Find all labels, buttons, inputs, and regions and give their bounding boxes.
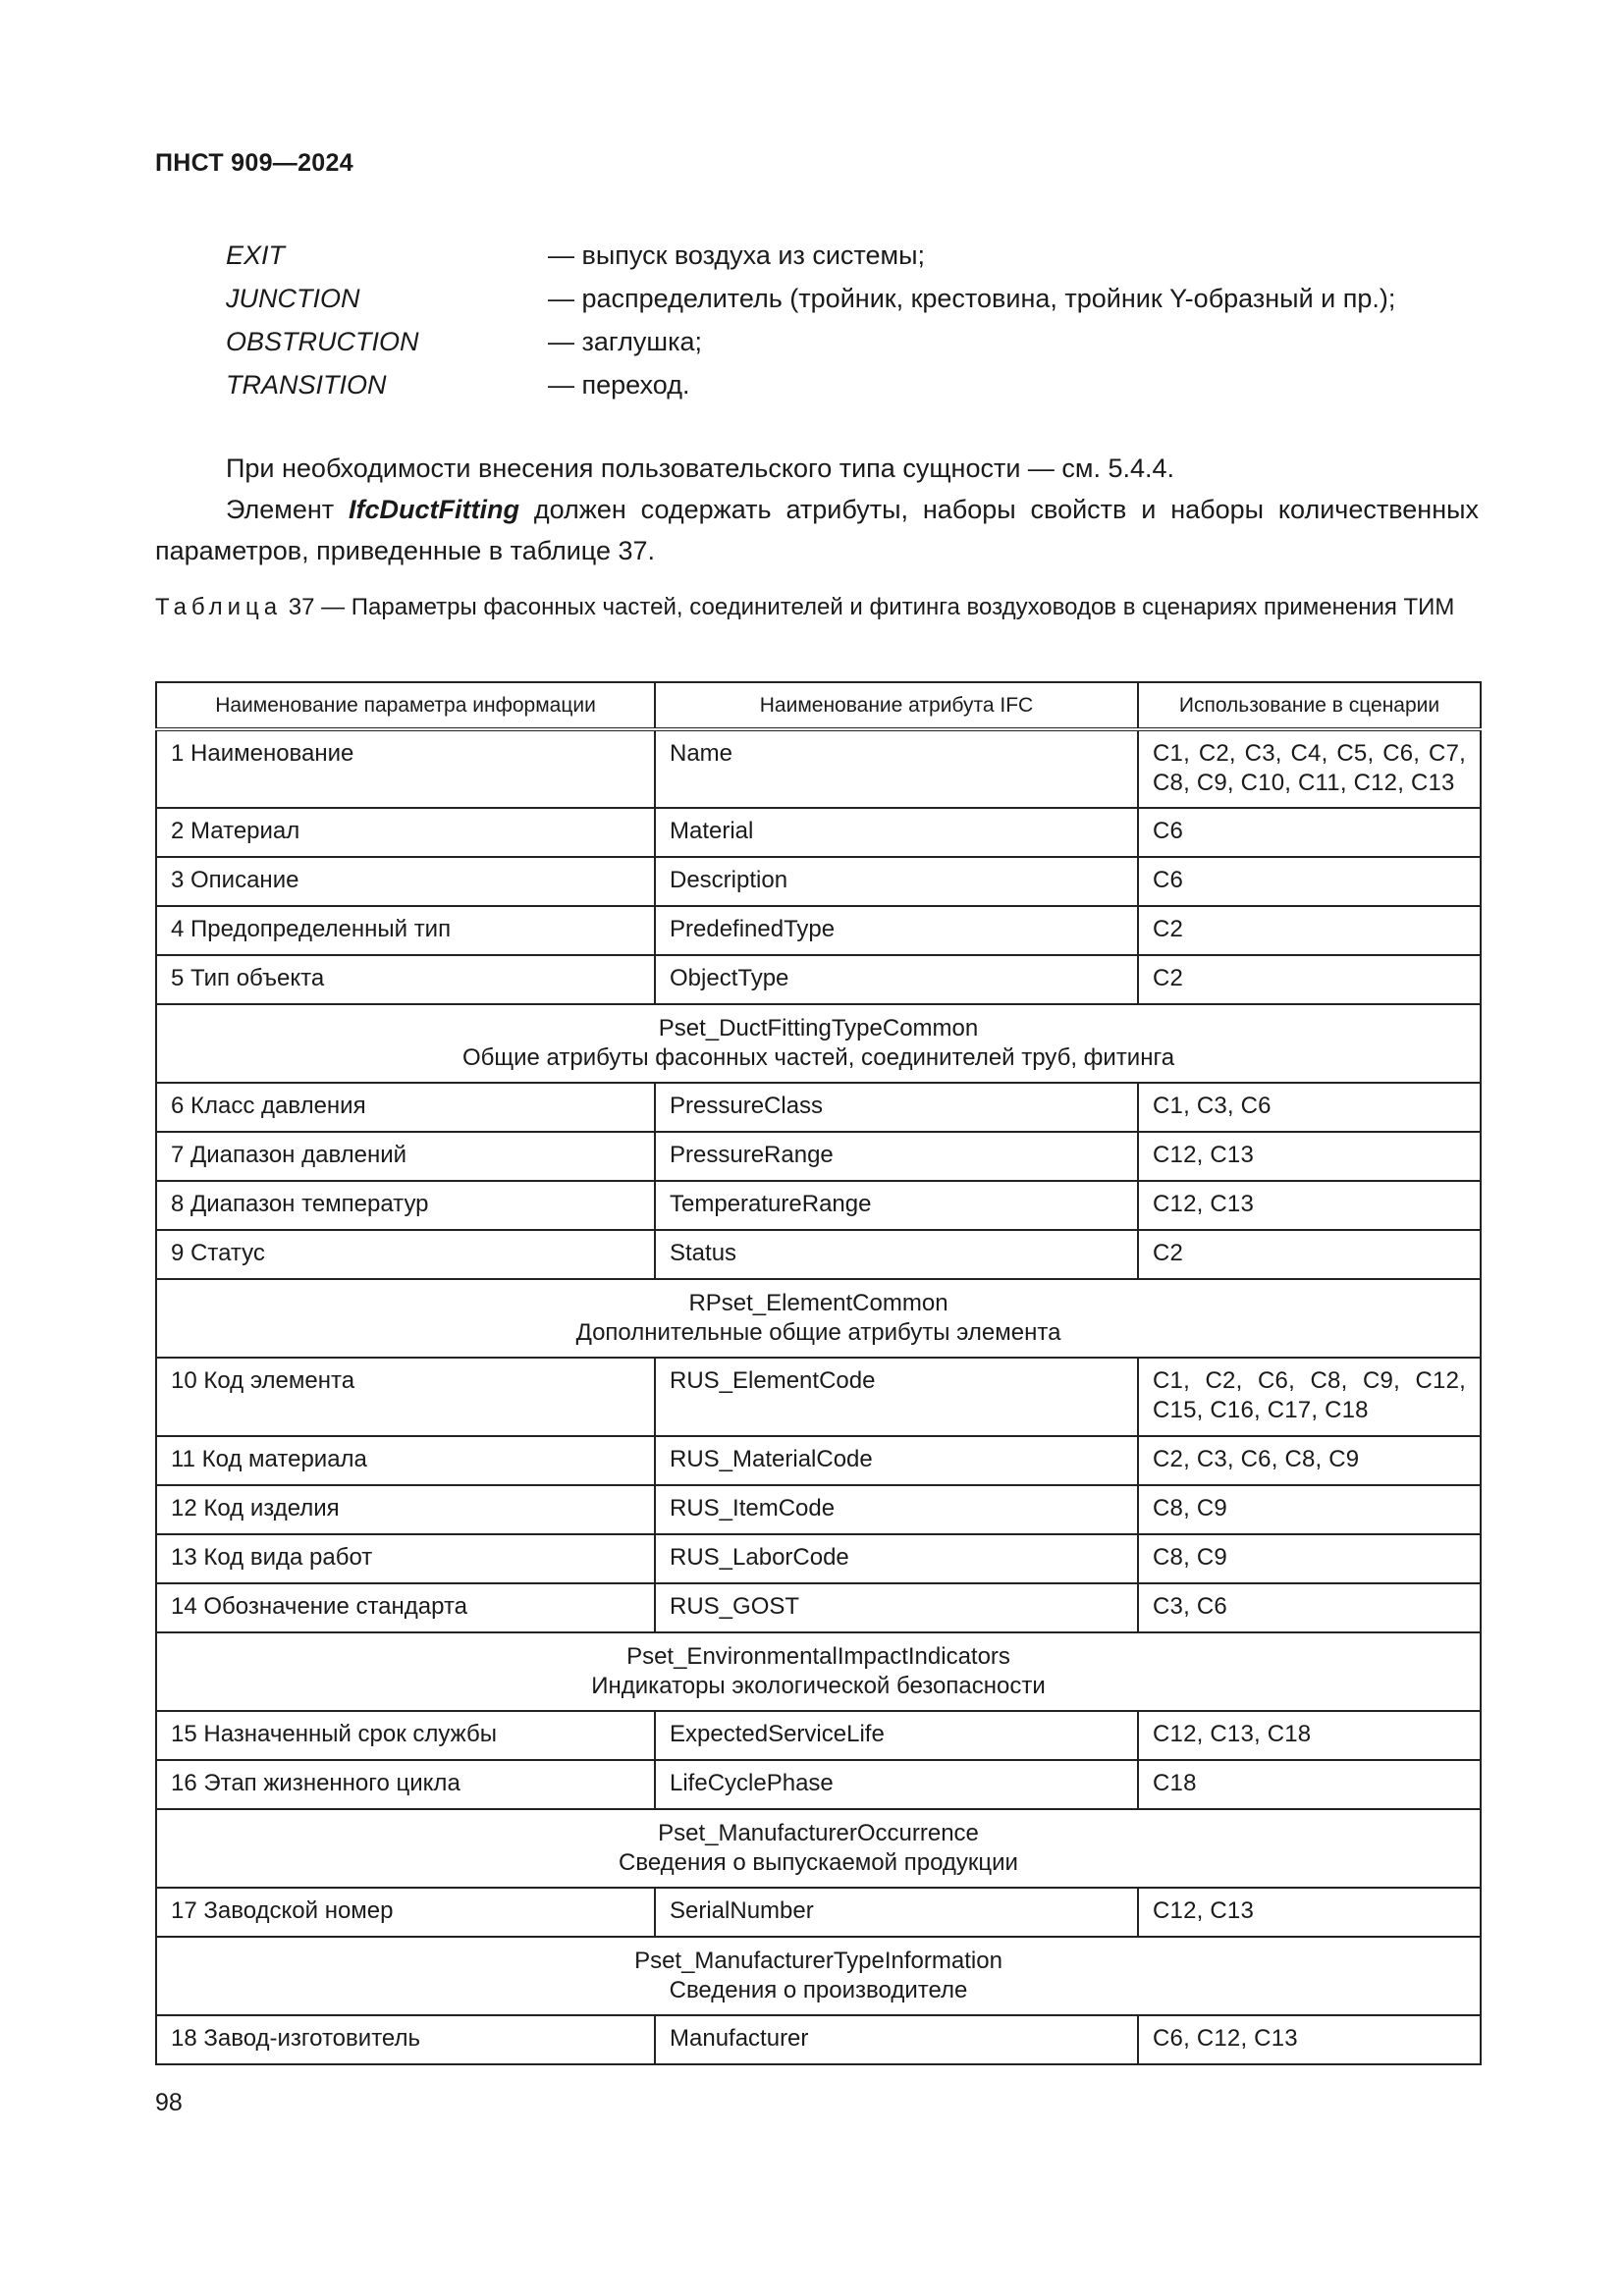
- scenario-usage-cell: С1, С3, С6: [1138, 1083, 1481, 1132]
- scenario-usage-cell: С2: [1138, 1230, 1481, 1279]
- enum-description: — переход.: [548, 370, 690, 400]
- enum-key: OBSTRUCTION: [226, 327, 419, 356]
- property-set-cell: [156, 1004, 1481, 1083]
- property-set-cell: [156, 1279, 1481, 1358]
- ifc-attribute-cell: PressureRange: [655, 1132, 1138, 1181]
- enum-item: [226, 234, 1502, 277]
- table-row: [156, 955, 1481, 1004]
- property-set-cell: [156, 1809, 1481, 1888]
- enum-key: TRANSITION: [226, 370, 387, 400]
- table-row: [156, 906, 1481, 955]
- scenario-usage-cell: С1, С2, С6, С8, С9, С12, С15, С16, С17, С18: [1138, 1358, 1481, 1436]
- property-set-description: Сведения о выпускаемой продукции: [619, 1849, 1018, 1876]
- table-row: [156, 1888, 1481, 1937]
- scenario-usage-cell: С12, С13: [1138, 1888, 1481, 1937]
- table-row: [156, 1711, 1481, 1760]
- ifc-attribute-cell: Material: [655, 808, 1138, 857]
- table-row: [156, 1583, 1481, 1632]
- scenario-usage-cell: С12, С13, С18: [1138, 1711, 1481, 1760]
- parameter-name-cell: 4 Предопределенный тип: [156, 906, 655, 955]
- table-row: [156, 1436, 1481, 1485]
- parameter-name-cell: 9 Статус: [156, 1230, 655, 1279]
- property-set-description: Сведения о производителе: [669, 1977, 968, 2003]
- scenario-usage-cell: С6: [1138, 808, 1481, 857]
- ifc-attribute-cell: RUS_ItemCode: [655, 1485, 1138, 1534]
- property-set-name: Pset_DuctFittingTypeCommon: [658, 1015, 979, 1041]
- property-set-row: [156, 1004, 1481, 1083]
- parameters-table: [155, 681, 1482, 2065]
- property-set-cell: [156, 1937, 1481, 2015]
- scenario-usage-cell: С2: [1138, 955, 1481, 1004]
- header-parameter-name: Наименование параметра информации: [156, 682, 655, 729]
- parameter-name-cell: 5 Тип объекта: [156, 955, 655, 1004]
- scenario-usage-cell: С12, С13: [1138, 1181, 1481, 1230]
- parameter-name-cell: 17 Заводской номер: [156, 1888, 655, 1937]
- parameter-name-cell: 7 Диапазон давлений: [156, 1132, 655, 1181]
- scenario-usage-cell: С18: [1138, 1760, 1481, 1809]
- table-header-row: [156, 682, 1481, 729]
- scenario-usage-cell: С12, С13: [1138, 1132, 1481, 1181]
- ifc-attribute-cell: TemperatureRange: [655, 1181, 1138, 1230]
- property-set-description: Общие атрибуты фасонных частей, соединителей труб, фитинга: [461, 1044, 1175, 1071]
- enum-item: [226, 363, 1502, 406]
- header-scenario-usage: Использование в сценарии: [1138, 682, 1481, 729]
- property-set-name: Pset_ManufacturerOccurrence: [658, 1820, 979, 1846]
- paragraph-element-attributes: [155, 489, 1479, 571]
- ifc-attribute-cell: Status: [655, 1230, 1138, 1279]
- scenario-usage-cell: С2, С3, С6, С8, С9: [1138, 1436, 1481, 1485]
- parameter-name-cell: 11 Код материала: [156, 1436, 655, 1485]
- ifc-attribute-cell: RUS_LaborCode: [655, 1534, 1138, 1583]
- property-set-description: Дополнительные общие атрибуты элемента: [575, 1319, 1061, 1346]
- enum-description: — выпуск воздуха из системы;: [548, 240, 925, 270]
- ifc-attribute-cell: Manufacturer: [655, 2015, 1138, 2064]
- parameter-name-cell: 3 Описание: [156, 857, 655, 906]
- parameter-name-cell: 2 Материал: [156, 808, 655, 857]
- table-row: [156, 808, 1481, 857]
- ifc-attribute-cell: PredefinedType: [655, 906, 1138, 955]
- entity-name: IfcDuctFitting: [349, 495, 519, 524]
- property-set-name: Pset_EnvironmentalImpactIndicators: [626, 1643, 1010, 1670]
- table-row: [156, 2015, 1481, 2064]
- paragraph-text-after: должен содержать атрибуты, наборы свойств и наборы количественных параметров, приведенные в таблице 37.: [155, 495, 1480, 565]
- parameter-name-cell: 13 Код вида работ: [156, 1534, 655, 1583]
- property-set-row: [156, 1937, 1481, 2015]
- table-caption: [155, 591, 1479, 624]
- property-set-row: [156, 1632, 1481, 1711]
- table-body: [156, 729, 1481, 2064]
- scenario-usage-cell: С6: [1138, 857, 1481, 906]
- ifc-attribute-cell: SerialNumber: [655, 1888, 1138, 1937]
- ifc-attribute-cell: RUS_GOST: [655, 1583, 1138, 1632]
- table-row: [156, 1485, 1481, 1534]
- table-row: [156, 857, 1481, 906]
- property-set-description: Индикаторы экологической безопасности: [591, 1673, 1046, 1699]
- table-row: [156, 1760, 1481, 1809]
- parameter-name-cell: 15 Назначенный срок службы: [156, 1711, 655, 1760]
- parameter-name-cell: 12 Код изделия: [156, 1485, 655, 1534]
- enum-description: — распределитель (тройник, крестовина, тройник Y-образный и пр.);: [548, 284, 1396, 313]
- paragraph-text-before: Элемент: [226, 495, 350, 524]
- table-row: [156, 1358, 1481, 1436]
- scenario-usage-cell: С1, С2, С3, С4, С5, С6, С7, С8, С9, С10, С11, С12, С13: [1138, 729, 1481, 808]
- table-caption-label: Таблица: [155, 594, 283, 620]
- table-row: [156, 1230, 1481, 1279]
- property-set-row: [156, 1809, 1481, 1888]
- scenario-usage-cell: С3, С6: [1138, 1583, 1481, 1632]
- table-row: [156, 729, 1481, 808]
- ifc-attribute-cell: PressureClass: [655, 1083, 1138, 1132]
- property-set-name: RPset_ElementCommon: [688, 1290, 948, 1316]
- ifc-attribute-cell: RUS_MaterialCode: [655, 1436, 1138, 1485]
- document-header: ПНСТ 909—2024: [155, 149, 353, 177]
- ifc-attribute-cell: RUS_ElementCode: [655, 1358, 1138, 1436]
- enum-list: [226, 234, 1502, 406]
- enum-item: [226, 320, 1502, 363]
- paragraph-custom-type: При необходимости внесения пользовательского типа сущности — см. 5.4.4.: [226, 454, 1175, 483]
- scenario-usage-cell: С6, С12, С13: [1138, 2015, 1481, 2064]
- enum-key: JUNCTION: [226, 284, 360, 313]
- table-row: [156, 1534, 1481, 1583]
- parameter-name-cell: 16 Этап жизненного цикла: [156, 1760, 655, 1809]
- parameter-name-cell: 18 Завод-изготовитель: [156, 2015, 655, 2064]
- property-set-name: Pset_ManufacturerTypeInformation: [634, 1948, 1002, 1974]
- table-caption-text: 37 — Параметры фасонных частей, соединителей и фитинга воздуховодов в сценариях применения ТИМ: [282, 594, 1455, 620]
- scenario-usage-cell: С8, С9: [1138, 1534, 1481, 1583]
- parameter-name-cell: 10 Код элемента: [156, 1358, 655, 1436]
- enum-key: EXIT: [226, 240, 286, 270]
- enum-item: [226, 277, 1502, 320]
- scenario-usage-cell: С2: [1138, 906, 1481, 955]
- ifc-attribute-cell: Description: [655, 857, 1138, 906]
- parameter-name-cell: 6 Класс давления: [156, 1083, 655, 1132]
- table-row: [156, 1181, 1481, 1230]
- parameter-name-cell: 8 Диапазон температур: [156, 1181, 655, 1230]
- parameter-name-cell: 14 Обозначение стандарта: [156, 1583, 655, 1632]
- enum-description: — заглушка;: [548, 327, 702, 356]
- property-set-cell: [156, 1632, 1481, 1711]
- scenario-usage-cell: С8, С9: [1138, 1485, 1481, 1534]
- table-row: [156, 1132, 1481, 1181]
- ifc-attribute-cell: ObjectType: [655, 955, 1138, 1004]
- header-ifc-attribute: Наименование атрибута IFC: [655, 682, 1138, 729]
- parameters-table-wrapper: [155, 681, 1480, 2065]
- ifc-attribute-cell: Name: [655, 729, 1138, 808]
- table-row: [156, 1083, 1481, 1132]
- ifc-attribute-cell: LifeCyclePhase: [655, 1760, 1138, 1809]
- property-set-row: [156, 1279, 1481, 1358]
- ifc-attribute-cell: ExpectedServiceLife: [655, 1711, 1138, 1760]
- page-number: 98: [155, 2089, 183, 2116]
- parameter-name-cell: 1 Наименование: [156, 729, 655, 808]
